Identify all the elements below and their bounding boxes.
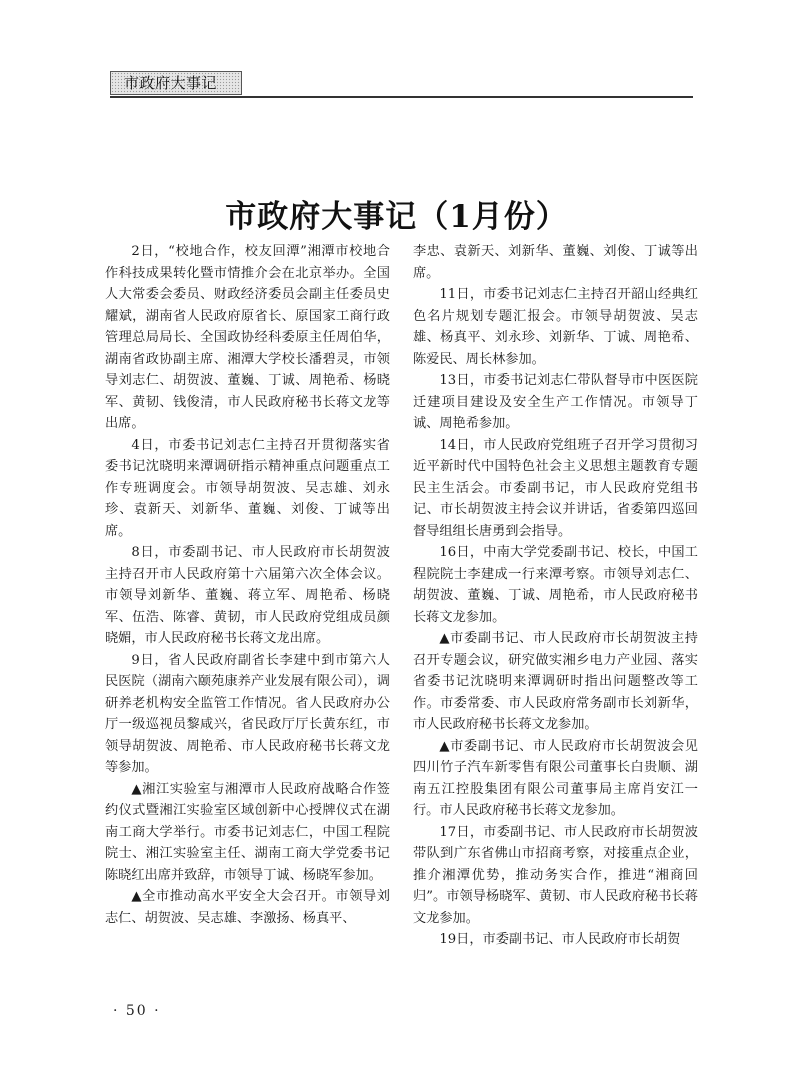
entry-paragraph: 8日，市委副书记、市人民政府市长胡贺波主持召开市人民政府第十六届第六次全体会议。市领导刘新华、董巍、蒋立军、周艳希、杨晓军、伍浩、陈睿、黄韧，市人民政府党组成员颜晓媚，市人民政府秘书长蒋文龙出席。	[105, 545, 390, 646]
section-tag: 市政府大事记	[110, 71, 242, 95]
entry-paragraph: ▲湘江实验室与湘潭市人民政府战略合作签约仪式暨湘江实验室区域创新中心授牌仪式在湖南工商大学举行。市委书记刘志仁，中国工程院院士、湘江实验室主任、湖南工商大学党委书记陈晓红出席并致辞，市领导丁诚、杨晓军参加。	[105, 781, 390, 883]
entry-paragraph: 17日，市委副书记、市人民政府市长胡贺波带队到广东省佛山市招商考察，对接重点企业，推介湘潭优势，推动务实合作，推进“湘商回归”。市领导杨晓军、黄韧、市人民政府秘书长蒋文龙参加。	[413, 824, 698, 926]
entry-paragraph: 2日，“校地合作，校友回潭”湘潭市校地合作科技成果转化暨市情推介会在北京举办。全国人大常委会委员、财政经济委员会副主任委员史耀斌，湖南省人民政府原省长、原国家工商行政管理总局局长、全国政协经科委原主任周伯华，湖南省政协副主席、湘潭大学校长潘碧灵，市领导刘志仁、胡贺波、董巍、丁诚、周艳希、杨晓军、黄韧、钱俊清，市人民政府秘书长蒋文龙等出席。	[105, 244, 390, 431]
entry-paragraph: 9日，省人民政府副省长李建中到市第六人民医院（湖南六颐苑康养产业发展有限公司），调研养老机构安全监管工作情况。省人民政府办公厅一级巡视员黎咸兴，省民政厅厅长黄东红，市领导胡贺波、周艳希、市人民政府秘书长蒋文龙等参加。	[105, 652, 390, 775]
entry-paragraph: 11日，市委书记刘志仁主持召开韶山经典红色名片规划专题汇报会。市领导胡贺波、吴志雄、杨真平、刘永珍、刘新华、丁诚、周艳希、陈爱民、周长林参加。	[413, 287, 698, 367]
page-number: · 50 ·	[113, 1003, 161, 1019]
continued-paragraph: 李忠、袁新天、刘新华、董巍、刘俊、丁诚等出席。	[413, 244, 698, 281]
entry-paragraph: 19日，市委副书记、市人民政府市长胡贺	[439, 932, 681, 947]
entry-paragraph: 14日，市人民政府党组班子召开学习贯彻习近平新时代中国特色社会主义思想主题教育专题民主生活会。市委副书记，市人民政府党组书记、市长胡贺波主持会议并讲话，省委第四巡回督导组组长唐勇到会指导。	[413, 437, 698, 539]
entry-paragraph: ▲市委副书记、市人民政府市长胡贺波主持召开专题会议，研究做实湘乡电力产业园、落实省委书记沈晓明来潭调研时指出问题整改等工作。市委常委、市人民政府常务副市长刘新华，市人民政府秘书长蒋文龙参加。	[413, 631, 698, 732]
entry-paragraph: ▲全市推动高水平安全大会召开。市领导刘志仁、胡贺波、吴志雄、李激扬、杨真平、	[105, 889, 390, 926]
header-rule	[110, 96, 693, 98]
page-title: 市政府大事记（1月份）	[225, 198, 568, 235]
left-column	[105, 241, 390, 929]
entry-paragraph: 13日，市委书记刘志仁带队督导市中医医院迁建项目建设及安全生产工作情况。市领导丁诚、周艳希参加。	[413, 373, 698, 431]
entry-paragraph: 4日，市委书记刘志仁主持召开贯彻落实省委书记沈晓明来潭调研指示精神重点问题重点工作专班调度会。市领导胡贺波、吴志雄、刘永珍、袁新天、刘新华、董巍、刘俊、丁诚等出席。	[105, 437, 390, 539]
entry-paragraph: ▲市委副书记、市人民政府市长胡贺波会见四川竹子汽车新零售有限公司董事长白贵顺、湖南五江控股集团有限公司董事局主席肖安江一行。市人民政府秘书长蒋文龙参加。	[413, 738, 698, 818]
right-column	[413, 241, 698, 951]
entry-paragraph: 16日，中南大学党委副书记、校长，中国工程院院士李建成一行来潭考察。市领导刘志仁、胡贺波、董巍、丁诚、周艳希，市人民政府秘书长蒋文龙参加。	[413, 545, 698, 625]
